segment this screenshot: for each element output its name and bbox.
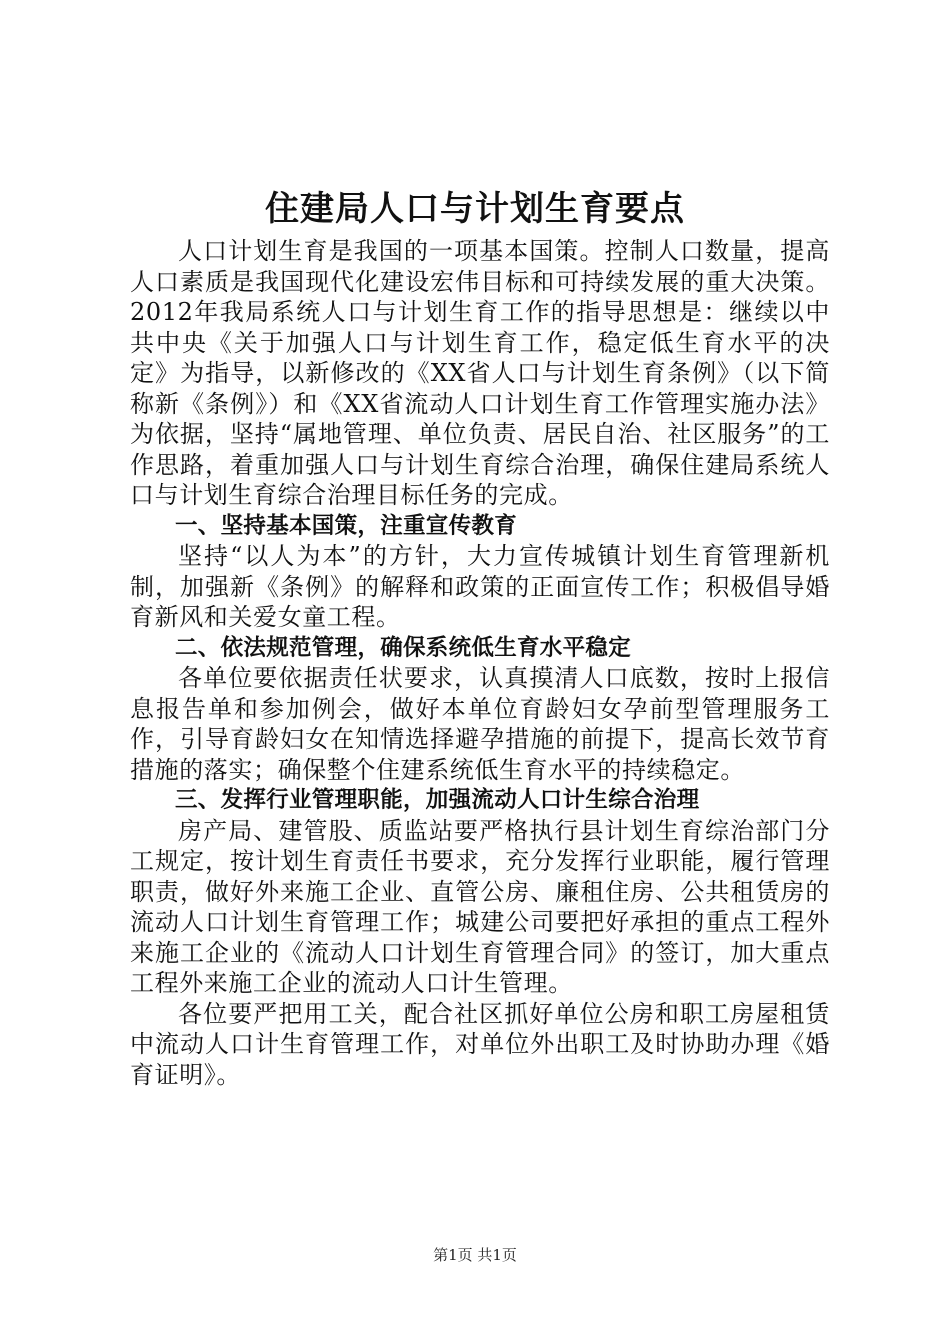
intro-paragraph: 人口计划生育是我国的一项基本国策。控制人口数量，提高人口素质是我国现代化建设宏伟目标和可持续发展的重大决策。2012年我局系统人口与计划生育工作的指导思想是：继续以中共中央《关于加强人口与计划生育工作，稳定低生育水平的决定》为指导，以新修改的《XX省人口与计划生育条例》（以下简称新《条例》）和《XX省流动人口计划生育工作管理实施办法》为依据，坚持“属地管理、单位负责、居民自治、社区服务”的工作思路，着重加强人口与计划生育综合治理，确保住建局系统人口与计划生育综合治理目标任务的完成。 — [130, 237, 830, 509]
section-3-paragraph-1: 房产局、建管股、质监站要严格执行县计划生育综治部门分工规定，按计划生育责任书要求，充分发挥行业职能，履行管理职责，做好外来施工企业、直管公房、廉租住房、公共租赁房的流动人口计划生育管理工作；城建公司要把好承担的重点工程外来施工企业的《流动人口计划生育管理合同》的签订，加大重点工程外来施工企业的流动人口计生管理。 — [130, 816, 830, 997]
section-3-paragraph-2: 各位要严把用工关，配合社区抓好单位公房和职工房屋租赁中流动人口计生育管理工作，对单位外出职工及时协助办理《婚育证明》。 — [130, 999, 830, 1089]
document-title: 住建局人口与计划生育要点 — [265, 189, 685, 229]
section-heading-2: 二、依法规范管理，确保系统低生育水平稳定 — [175, 634, 632, 661]
section-1-paragraph: 坚持“以人为本”的方针，大力宣传城镇计划生育管理新机制，加强新《条例》的解释和政策的正面宣传工作；积极倡导婚育新风和关爱女童工程。 — [130, 542, 830, 631]
document-body — [130, 236, 830, 1090]
section-heading-3: 三、发挥行业管理职能，加强流动人口计生综合治理 — [175, 787, 700, 813]
section-2-paragraph: 各单位要依据责任状要求，认真摸清人口底数，按时上报信息报告单和参加例会，做好本单位育龄妇女孕前型管理服务工作，引导育龄妇女在知情选择避孕措施的前提下，提高长效节育措施的落实；确保整个住建系统低生育水平的持续稳定。 — [130, 664, 830, 784]
page-number-footer: 第1页 共1页 — [433, 1246, 517, 1264]
section-heading-1: 一、坚持基本国策，注重宣传教育 — [175, 512, 518, 539]
